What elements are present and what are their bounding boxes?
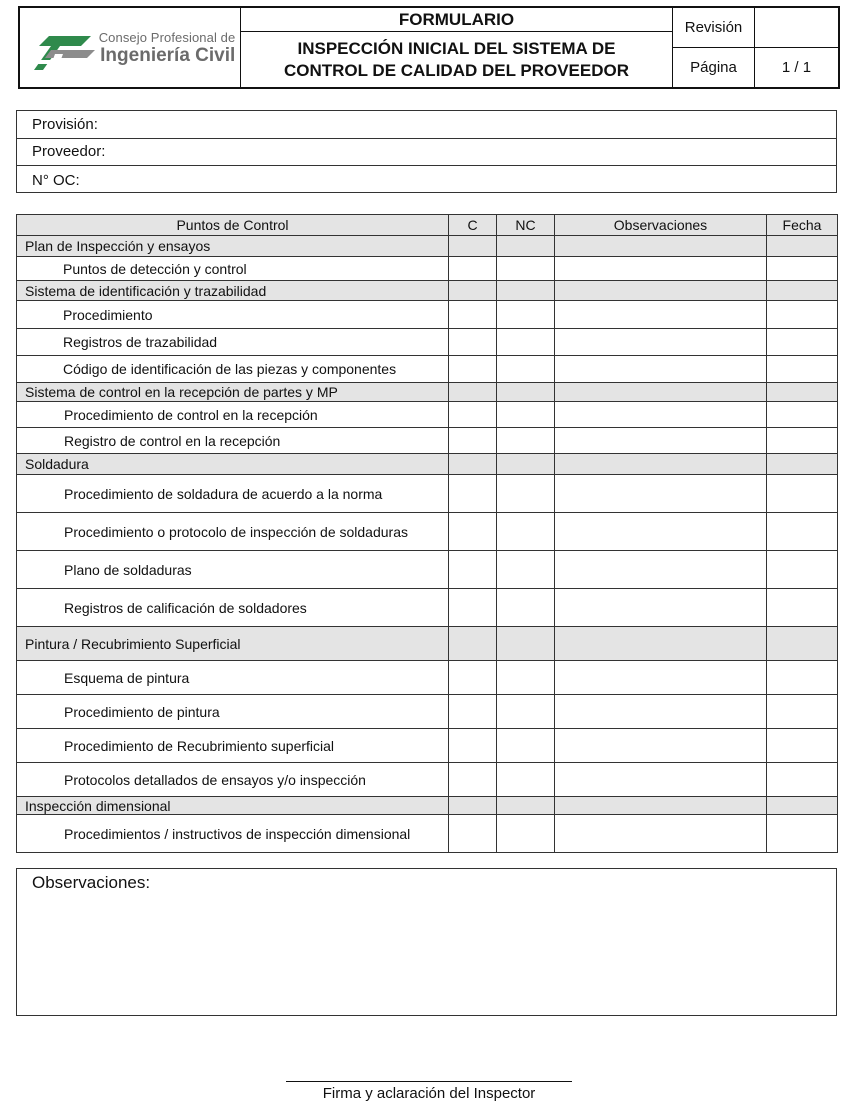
nc-cell[interactable]: [497, 763, 555, 797]
section-title: Sistema de control en la recepción de partes y MP: [17, 383, 449, 402]
c-cell[interactable]: [449, 257, 497, 281]
table-row: [17, 513, 838, 551]
date-cell[interactable]: [767, 551, 838, 589]
date-cell[interactable]: [767, 815, 838, 853]
table-row: [17, 589, 838, 627]
nc-cell[interactable]: [497, 475, 555, 513]
title-block: [241, 8, 673, 87]
control-point: Registros de trazabilidad: [17, 329, 449, 356]
supplier-field[interactable]: [17, 139, 836, 167]
control-point: Procedimientos / instructivos de inspección dimensional: [17, 815, 449, 853]
control-point: Registros de calificación de soldadores: [17, 589, 449, 627]
observation-cell[interactable]: [555, 815, 767, 853]
revision-value[interactable]: [755, 8, 838, 48]
section-title: Plan de Inspección y ensayos: [17, 236, 449, 257]
nc-cell[interactable]: [497, 301, 555, 329]
form-title: [241, 32, 672, 87]
nc-cell[interactable]: [497, 589, 555, 627]
control-point: Código de identificación de las piezas y componentes: [17, 356, 449, 383]
control-point: Procedimiento o protocolo de inspección de soldaduras: [17, 513, 449, 551]
control-point: Procedimiento de soldadura de acuerdo a la norma: [17, 475, 449, 513]
col-compliant: C: [449, 215, 497, 236]
date-cell[interactable]: [767, 695, 838, 729]
c-cell[interactable]: [449, 356, 497, 383]
section-row: [17, 236, 838, 257]
c-cell[interactable]: [449, 301, 497, 329]
supplier-label: Proveedor:: [32, 143, 106, 161]
control-point: Procedimiento de pintura: [17, 695, 449, 729]
observation-cell[interactable]: [555, 763, 767, 797]
observation-cell[interactable]: [555, 695, 767, 729]
c-cell[interactable]: [449, 729, 497, 763]
observation-cell[interactable]: [555, 257, 767, 281]
nc-cell[interactable]: [497, 695, 555, 729]
logo-line-2: Ingeniería Civil: [100, 44, 236, 66]
table-row: [17, 402, 838, 428]
observation-cell[interactable]: [555, 513, 767, 551]
section-row: [17, 627, 838, 661]
control-point: Registro de control en la recepción: [17, 428, 449, 454]
revision-label: Revisión: [673, 8, 755, 48]
observation-cell[interactable]: [555, 475, 767, 513]
provision-field[interactable]: [17, 111, 836, 139]
control-point: Procedimiento: [17, 301, 449, 329]
form-label: FORMULARIO: [241, 8, 672, 32]
nc-cell[interactable]: [497, 661, 555, 695]
observation-cell[interactable]: [555, 729, 767, 763]
c-cell[interactable]: [449, 695, 497, 729]
table-row: [17, 729, 838, 763]
page-label: Página: [673, 48, 755, 88]
nc-cell[interactable]: [497, 257, 555, 281]
table-row: [17, 763, 838, 797]
control-points-table: [16, 214, 838, 853]
date-cell[interactable]: [767, 763, 838, 797]
observation-cell[interactable]: [555, 329, 767, 356]
control-point: Procedimiento de control en la recepción: [17, 402, 449, 428]
table-row: [17, 428, 838, 454]
observations-box[interactable]: [16, 868, 837, 1016]
nc-cell[interactable]: [497, 513, 555, 551]
section-row: [17, 281, 838, 301]
observation-cell[interactable]: [555, 402, 767, 428]
c-cell[interactable]: [449, 815, 497, 853]
table-row: [17, 815, 838, 853]
c-cell[interactable]: [449, 589, 497, 627]
nc-cell[interactable]: [497, 815, 555, 853]
c-cell[interactable]: [449, 329, 497, 356]
section-title: Soldadura: [17, 454, 449, 475]
col-observations: Observaciones: [555, 215, 767, 236]
table-row: [17, 301, 838, 329]
section-title: Inspección dimensional: [17, 797, 449, 815]
table-row: [17, 661, 838, 695]
observation-cell[interactable]: [555, 428, 767, 454]
logo-text: [99, 31, 236, 65]
observation-cell[interactable]: [555, 589, 767, 627]
date-cell[interactable]: [767, 428, 838, 454]
date-cell[interactable]: [767, 589, 838, 627]
observation-cell[interactable]: [555, 551, 767, 589]
date-cell[interactable]: [767, 729, 838, 763]
signature-line: [286, 1081, 572, 1082]
purchase-order-field[interactable]: [17, 166, 836, 194]
purchase-order-label: N° OC:: [32, 171, 80, 189]
c-cell[interactable]: [449, 551, 497, 589]
observations-label: Observaciones:: [32, 873, 151, 892]
c-cell[interactable]: [449, 428, 497, 454]
form-title-line-2: CONTROL DE CALIDAD DEL PROVEEDOR: [283, 60, 630, 80]
date-cell[interactable]: [767, 513, 838, 551]
nc-cell[interactable]: [497, 356, 555, 383]
nc-cell[interactable]: [497, 729, 555, 763]
order-info-box: [16, 110, 837, 193]
c-cell[interactable]: [449, 513, 497, 551]
nc-cell[interactable]: [497, 329, 555, 356]
table-header-row: [17, 215, 838, 236]
table-row: [17, 257, 838, 281]
date-cell[interactable]: [767, 301, 838, 329]
section-title: Sistema de identificación y trazabilidad: [17, 281, 449, 301]
table-row: [17, 551, 838, 589]
section-row: [17, 454, 838, 475]
col-control-points: Puntos de Control: [17, 215, 449, 236]
form-title-line-1: INSPECCIÓN INICIAL DEL SISTEMA DE: [297, 38, 616, 58]
c-cell[interactable]: [449, 661, 497, 695]
date-cell[interactable]: [767, 475, 838, 513]
c-cell[interactable]: [449, 763, 497, 797]
c-cell[interactable]: [449, 402, 497, 428]
section-title: Pintura / Recubrimiento Superficial: [17, 627, 449, 661]
table-row: [17, 356, 838, 383]
col-date: Fecha: [767, 215, 838, 236]
observation-cell[interactable]: [555, 356, 767, 383]
date-cell[interactable]: [767, 257, 838, 281]
control-point: Esquema de pintura: [17, 661, 449, 695]
date-cell[interactable]: [767, 329, 838, 356]
signature-label: Firma y aclaración del Inspector: [322, 1085, 536, 1102]
logo: [20, 8, 241, 87]
nc-cell[interactable]: [497, 551, 555, 589]
date-cell[interactable]: [767, 402, 838, 428]
table-row: [17, 695, 838, 729]
provision-label: Provisión:: [32, 115, 98, 133]
nc-cell[interactable]: [497, 428, 555, 454]
table-row: [17, 475, 838, 513]
date-cell[interactable]: [767, 661, 838, 695]
col-non-compliant: NC: [497, 215, 555, 236]
section-row: [17, 383, 838, 402]
control-point: Plano de soldaduras: [17, 551, 449, 589]
c-cell[interactable]: [449, 475, 497, 513]
control-point: Puntos de detección y control: [17, 257, 449, 281]
table-row: [17, 329, 838, 356]
form-header: [18, 6, 840, 89]
observation-cell[interactable]: [555, 301, 767, 329]
page-value: 1 / 1: [781, 58, 812, 76]
cpic-logo-icon: [29, 24, 95, 72]
section-row: [17, 797, 838, 815]
logo-line-1: Consejo Profesional de: [98, 29, 236, 45]
observation-cell[interactable]: [555, 661, 767, 695]
control-point: Procedimiento de Recubrimiento superficial: [17, 729, 449, 763]
nc-cell[interactable]: [497, 402, 555, 428]
date-cell[interactable]: [767, 356, 838, 383]
control-point: Protocolos detallados de ensayos y/o inspección: [17, 763, 449, 797]
